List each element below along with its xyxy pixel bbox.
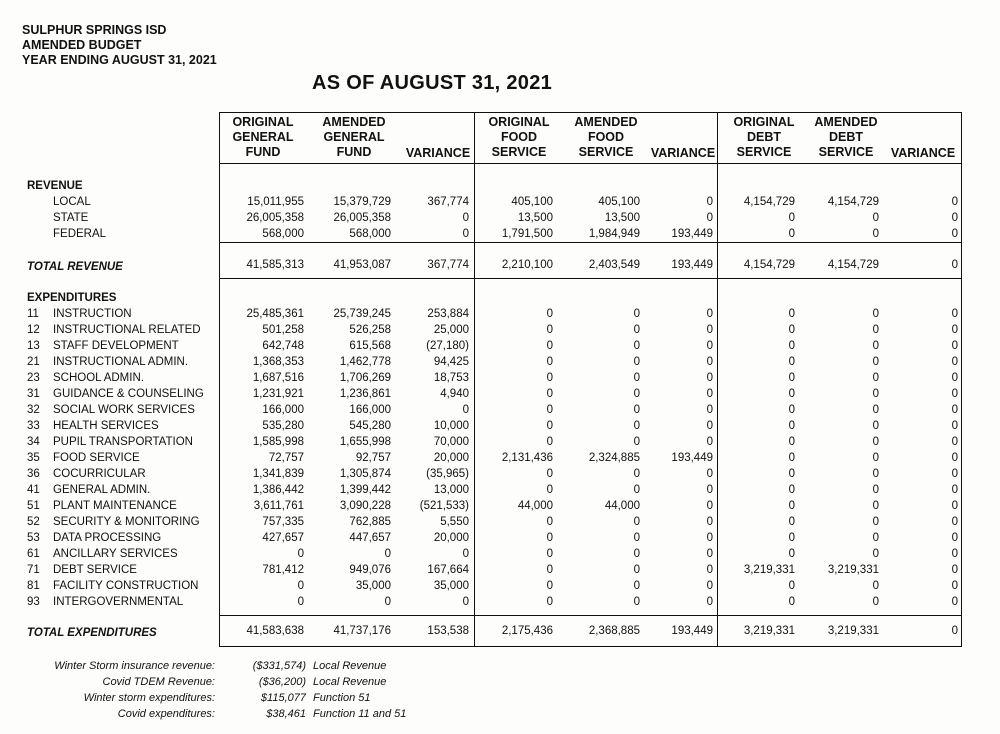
function-code: 52	[27, 516, 40, 528]
cell-amend-fs: 0	[633, 356, 640, 368]
cell-amend-fs: 0	[633, 516, 640, 528]
cell-var-fs: 0	[706, 436, 713, 448]
cell-amend-gf: 615,568	[349, 340, 391, 352]
cell-var-gf: 0	[462, 212, 469, 224]
expenditure-row-label: COCURRICULAR	[53, 468, 146, 480]
cell-orig-ds: 0	[788, 548, 795, 560]
cell-var-ds: 0	[951, 625, 958, 637]
cell-var-fs: 0	[706, 212, 713, 224]
col-header-amended-general-fund: AMENDED GENERAL FUND	[322, 115, 386, 159]
document-type: AMENDED BUDGET	[22, 38, 142, 52]
cell-amend-gf: 3,090,228	[339, 500, 391, 512]
expenditure-row-label: INSTRUCTIONAL ADMIN.	[53, 356, 189, 368]
function-code: 12	[27, 324, 40, 336]
cell-orig-gf: 26,005,358	[246, 212, 304, 224]
col-header-original-general-fund: ORIGINAL GENERAL FUND	[232, 115, 294, 159]
cell-var-fs: 0	[706, 388, 713, 400]
cell-amend-gf: 526,258	[349, 324, 391, 336]
cell-amend-ds: 0	[872, 516, 879, 528]
expenditure-row-label: SOCIAL WORK SERVICES	[53, 404, 195, 416]
cell-orig-fs: 0	[546, 468, 553, 480]
cell-var-ds: 0	[951, 340, 958, 352]
function-code: 32	[27, 404, 40, 416]
function-code: 81	[27, 580, 40, 592]
cell-amend-gf: 1,399,442	[339, 484, 391, 496]
note-label: Covid TDEM Revenue:	[102, 676, 215, 688]
expenditure-row-label: DATA PROCESSING	[53, 532, 162, 544]
cell-amend-fs: 0	[633, 532, 640, 544]
cell-amend-gf: 1,462,778	[339, 356, 391, 368]
function-code: 53	[27, 532, 40, 544]
cell-amend-ds: 0	[872, 420, 879, 432]
cell-var-ds: 0	[951, 452, 958, 464]
note-description: Local Revenue	[313, 660, 387, 672]
note-description: Function 11 and 51	[313, 708, 407, 720]
expenditure-row-label: PLANT MAINTENANCE	[53, 500, 177, 512]
cell-amend-fs: 2,324,885	[588, 452, 640, 464]
cell-amend-gf: 1,655,998	[339, 436, 391, 448]
cell-amend-gf: 26,005,358	[333, 212, 391, 224]
total-rule	[219, 278, 962, 279]
cell-amend-fs: 1,984,949	[588, 228, 640, 240]
note-amount: ($36,200)	[258, 676, 306, 688]
cell-amend-ds: 0	[872, 228, 879, 240]
cell-orig-gf: 41,583,638	[246, 625, 304, 637]
cell-amend-fs: 0	[633, 484, 640, 496]
cell-orig-gf: 0	[297, 580, 304, 592]
cell-orig-gf: 25,485,361	[246, 308, 304, 320]
cell-var-fs: 193,449	[671, 259, 713, 271]
cell-var-gf: (35,965)	[426, 468, 469, 480]
cell-var-fs: 0	[706, 564, 713, 576]
cell-orig-gf: 15,011,955	[247, 196, 304, 208]
cell-orig-ds: 0	[788, 436, 795, 448]
cell-var-gf: 0	[462, 228, 469, 240]
col-header-original-food-service: ORIGINAL FOOD SERVICE	[488, 115, 550, 159]
cell-amend-fs: 0	[633, 580, 640, 592]
cell-amend-gf: 25,739,245	[333, 308, 391, 320]
cell-var-gf: (521,533)	[419, 500, 469, 512]
function-code: 51	[27, 500, 40, 512]
cell-var-gf: 4,940	[440, 388, 469, 400]
cell-orig-fs: 0	[546, 532, 553, 544]
function-code: 93	[27, 596, 40, 608]
cell-orig-ds: 0	[788, 308, 795, 320]
cell-amend-ds: 0	[872, 436, 879, 448]
cell-var-fs: 0	[706, 420, 713, 432]
cell-var-ds: 0	[951, 196, 958, 208]
cell-amend-gf: 762,885	[349, 516, 391, 528]
cell-amend-ds: 0	[872, 212, 879, 224]
cell-var-fs: 0	[706, 372, 713, 384]
cell-var-gf: 367,774	[427, 259, 469, 271]
cell-orig-gf: 1,231,921	[252, 388, 304, 400]
cell-var-fs: 193,449	[671, 228, 713, 240]
cell-var-fs: 0	[706, 324, 713, 336]
cell-amend-ds: 0	[872, 468, 879, 480]
cell-var-fs: 0	[706, 308, 713, 320]
cell-var-ds: 0	[951, 500, 958, 512]
cell-amend-gf: 166,000	[349, 404, 391, 416]
cell-amend-gf: 447,657	[349, 532, 391, 544]
cell-orig-ds: 0	[788, 500, 795, 512]
cell-orig-gf: 1,386,442	[252, 484, 304, 496]
cell-var-ds: 0	[951, 596, 958, 608]
cell-orig-gf: 757,335	[262, 516, 304, 528]
cell-var-ds: 0	[951, 548, 958, 560]
cell-amend-ds: 0	[872, 356, 879, 368]
col-header-variance-food: VARIANCE	[650, 146, 716, 160]
cell-orig-fs: 0	[546, 564, 553, 576]
function-code: 61	[27, 548, 40, 560]
cell-amend-fs: 0	[633, 388, 640, 400]
cell-amend-fs: 0	[633, 404, 640, 416]
cell-var-gf: 0	[462, 596, 469, 608]
cell-amend-gf: 568,000	[349, 228, 391, 240]
cell-orig-fs: 44,000	[517, 500, 553, 512]
cell-orig-ds: 0	[788, 228, 795, 240]
cell-orig-ds: 0	[788, 580, 795, 592]
cell-orig-fs: 0	[546, 308, 553, 320]
cell-orig-ds: 0	[788, 388, 795, 400]
cell-var-fs: 0	[706, 356, 713, 368]
function-code: 33	[27, 420, 40, 432]
cell-amend-gf: 41,737,176	[333, 625, 391, 637]
col-header-amended-debt-service: AMENDED DEBT SERVICE	[814, 115, 878, 159]
cell-var-fs: 0	[706, 500, 713, 512]
cell-var-gf: 18,753	[433, 372, 469, 384]
cell-var-gf: 367,774	[427, 196, 469, 208]
cell-amend-ds: 0	[872, 484, 879, 496]
cell-var-ds: 0	[951, 324, 958, 336]
function-code: 13	[27, 340, 40, 352]
function-code: 34	[27, 436, 40, 448]
cell-amend-fs: 0	[633, 596, 640, 608]
cell-var-ds: 0	[951, 516, 958, 528]
cell-orig-fs: 0	[546, 404, 553, 416]
cell-var-ds: 0	[951, 259, 958, 271]
cell-orig-gf: 1,585,998	[252, 436, 304, 448]
cell-var-ds: 0	[951, 372, 958, 384]
cell-orig-ds: 0	[788, 340, 795, 352]
cell-amend-gf: 41,953,087	[333, 259, 391, 271]
cell-var-fs: 0	[706, 404, 713, 416]
cell-amend-ds: 3,219,331	[827, 564, 879, 576]
cell-var-ds: 0	[951, 484, 958, 496]
expenditure-row-label: FACILITY CONSTRUCTION	[53, 580, 199, 592]
cell-orig-gf: 0	[297, 596, 304, 608]
cell-amend-gf: 35,000	[355, 580, 391, 592]
cell-orig-fs: 405,100	[511, 196, 553, 208]
cell-orig-ds: 3,219,331	[743, 564, 795, 576]
cell-orig-fs: 1,791,500	[501, 228, 553, 240]
note-label: Winter Storm insurance revenue:	[54, 660, 215, 672]
cell-orig-gf: 0	[297, 548, 304, 560]
cell-amend-fs: 0	[633, 324, 640, 336]
cell-var-gf: 0	[462, 404, 469, 416]
revenue-heading: REVENUE	[27, 180, 83, 192]
total-revenue-label: TOTAL REVENUE	[27, 261, 123, 273]
cell-orig-gf: 3,611,761	[253, 500, 304, 512]
expenditure-row-label: HEALTH SERVICES	[53, 420, 159, 432]
total-expenditures-label: TOTAL EXPENDITURES	[27, 627, 157, 639]
cell-var-gf: 253,884	[427, 308, 469, 320]
cell-amend-fs: 2,368,885	[588, 625, 640, 637]
cell-var-fs: 0	[706, 516, 713, 528]
page-title: AS OF AUGUST 31, 2021	[312, 72, 553, 94]
cell-orig-ds: 0	[788, 420, 795, 432]
cell-var-gf: 153,538	[427, 625, 469, 637]
cell-var-ds: 0	[951, 212, 958, 224]
cell-var-ds: 0	[951, 356, 958, 368]
cell-orig-fs: 0	[546, 548, 553, 560]
cell-var-ds: 0	[951, 564, 958, 576]
expenditure-row-label: ANCILLARY SERVICES	[53, 548, 178, 560]
expenditure-row-label: SCHOOL ADMIN.	[53, 372, 144, 384]
expenditure-row-label: FOOD SERVICE	[53, 452, 140, 464]
cell-var-gf: 10,000	[433, 420, 469, 432]
cell-orig-gf: 1,687,516	[252, 372, 304, 384]
cell-amend-ds: 0	[872, 532, 879, 544]
cell-orig-gf: 642,748	[262, 340, 304, 352]
cell-var-gf: 20,000	[433, 452, 469, 464]
cell-orig-fs: 2,131,436	[501, 452, 553, 464]
food-service-block	[474, 112, 718, 647]
cell-amend-fs: 0	[633, 372, 640, 384]
cell-orig-fs: 0	[546, 372, 553, 384]
cell-amend-ds: 0	[872, 500, 879, 512]
cell-orig-fs: 0	[546, 420, 553, 432]
cell-var-fs: 0	[706, 340, 713, 352]
total-rule	[219, 615, 962, 616]
cell-var-ds: 0	[951, 436, 958, 448]
cell-var-fs: 0	[706, 596, 713, 608]
function-code: 23	[27, 372, 40, 384]
cell-orig-gf: 1,368,353	[252, 356, 304, 368]
cell-orig-gf: 535,280	[262, 420, 304, 432]
cell-amend-gf: 1,305,874	[339, 468, 391, 480]
cell-orig-gf: 568,000	[262, 228, 304, 240]
cell-orig-fs: 0	[546, 356, 553, 368]
cell-amend-fs: 0	[633, 548, 640, 560]
note-label: Winter storm expenditures:	[83, 692, 215, 704]
cell-orig-gf: 41,585,313	[246, 259, 304, 271]
cell-amend-fs: 0	[633, 340, 640, 352]
cell-orig-fs: 2,175,436	[501, 625, 553, 637]
cell-amend-gf: 92,757	[355, 452, 391, 464]
cell-amend-ds: 0	[872, 372, 879, 384]
expenditure-row-label: STAFF DEVELOPMENT	[53, 340, 179, 352]
expenditure-row-label: PUPIL TRANSPORTATION	[53, 436, 193, 448]
cell-var-ds: 0	[951, 420, 958, 432]
expenditure-row-label: GUIDANCE & COUNSELING	[53, 388, 204, 400]
expenditure-row-label: GENERAL ADMIN.	[53, 484, 151, 496]
cell-orig-ds: 0	[788, 452, 795, 464]
cell-amend-ds: 4,154,729	[827, 196, 879, 208]
col-header-variance-debt: VARIANCE	[890, 146, 956, 160]
cell-orig-ds: 3,219,331	[743, 625, 795, 637]
total-rule	[219, 242, 962, 243]
cell-amend-ds: 0	[872, 340, 879, 352]
cell-amend-gf: 1,236,861	[339, 388, 391, 400]
expenditure-row-label: INSTRUCTIONAL RELATED	[53, 324, 201, 336]
function-code: 71	[27, 564, 40, 576]
cell-amend-ds: 0	[872, 580, 879, 592]
col-header-original-debt-service: ORIGINAL DEBT SERVICE	[733, 115, 795, 159]
function-code: 35	[27, 452, 40, 464]
cell-orig-fs: 0	[546, 596, 553, 608]
cell-orig-gf: 427,657	[262, 532, 304, 544]
cell-orig-ds: 0	[788, 404, 795, 416]
expenditure-row-label: INSTRUCTION	[53, 308, 132, 320]
cell-var-fs: 0	[706, 468, 713, 480]
revenue-row-label: LOCAL	[53, 196, 91, 208]
report-header	[22, 23, 217, 68]
cell-amend-gf: 0	[384, 596, 391, 608]
cell-var-fs: 0	[706, 548, 713, 560]
cell-amend-ds: 0	[872, 596, 879, 608]
function-code: 31	[27, 388, 40, 400]
col-header-amended-food-service: AMENDED FOOD SERVICE	[574, 115, 638, 159]
cell-amend-ds: 0	[872, 452, 879, 464]
cell-var-ds: 0	[951, 580, 958, 592]
cell-var-ds: 0	[951, 468, 958, 480]
cell-orig-ds: 0	[788, 484, 795, 496]
col-header-variance-general: VARIANCE	[405, 146, 471, 160]
cell-amend-fs: 0	[633, 564, 640, 576]
cell-orig-ds: 0	[788, 324, 795, 336]
cell-var-ds: 0	[951, 404, 958, 416]
cell-orig-ds: 0	[788, 372, 795, 384]
cell-amend-ds: 0	[872, 324, 879, 336]
cell-amend-gf: 1,706,269	[339, 372, 391, 384]
cell-var-ds: 0	[951, 228, 958, 240]
cell-var-fs: 193,449	[671, 625, 713, 637]
cell-orig-fs: 0	[546, 324, 553, 336]
function-code: 11	[27, 308, 39, 320]
cell-var-gf: 35,000	[433, 580, 469, 592]
note-amount: $115,077	[260, 692, 306, 704]
expenditure-row-label: DEBT SERVICE	[53, 564, 137, 576]
function-code: 36	[27, 468, 40, 480]
cell-var-gf: 13,000	[433, 484, 469, 496]
cell-orig-fs: 0	[546, 580, 553, 592]
cell-orig-gf: 501,258	[262, 324, 304, 336]
cell-orig-ds: 4,154,729	[743, 259, 795, 271]
cell-orig-fs: 2,210,100	[501, 259, 553, 271]
cell-orig-ds: 0	[788, 468, 795, 480]
note-label: Covid expenditures:	[117, 708, 215, 720]
cell-amend-ds: 0	[872, 388, 879, 400]
cell-amend-ds: 0	[872, 308, 879, 320]
cell-var-fs: 0	[706, 580, 713, 592]
cell-var-gf: 5,550	[440, 516, 469, 528]
note-description: Function 51	[313, 692, 371, 704]
cell-orig-gf: 72,757	[268, 452, 304, 464]
cell-amend-fs: 0	[633, 420, 640, 432]
cell-amend-fs: 0	[633, 436, 640, 448]
cell-orig-fs: 0	[546, 388, 553, 400]
cell-var-gf: 0	[462, 548, 469, 560]
cell-orig-ds: 0	[788, 356, 795, 368]
note-description: Local Revenue	[313, 676, 387, 688]
cell-orig-fs: 13,500	[517, 212, 553, 224]
cell-orig-fs: 0	[546, 516, 553, 528]
cell-var-gf: 167,664	[427, 564, 469, 576]
cell-var-gf: 25,000	[433, 324, 469, 336]
function-code: 41	[27, 484, 40, 496]
cell-orig-fs: 0	[546, 340, 553, 352]
cell-amend-gf: 15,379,729	[333, 196, 391, 208]
cell-orig-fs: 0	[546, 484, 553, 496]
cell-amend-gf: 545,280	[349, 420, 391, 432]
cell-var-fs: 0	[706, 196, 713, 208]
note-amount: ($331,574)	[252, 660, 306, 672]
cell-var-ds: 0	[951, 308, 958, 320]
cell-var-fs: 0	[706, 484, 713, 496]
expenditure-row-label: SECURITY & MONITORING	[53, 516, 200, 528]
revenue-row-label: STATE	[53, 212, 89, 224]
cell-orig-gf: 166,000	[262, 404, 304, 416]
cell-var-ds: 0	[951, 532, 958, 544]
cell-amend-fs: 13,500	[604, 212, 640, 224]
note-amount: $38,461	[266, 708, 306, 720]
cell-amend-ds: 4,154,729	[827, 259, 879, 271]
cell-orig-ds: 0	[788, 596, 795, 608]
cell-amend-fs: 0	[633, 308, 640, 320]
function-code: 21	[27, 356, 40, 368]
cell-amend-gf: 0	[384, 548, 391, 560]
cell-amend-fs: 0	[633, 468, 640, 480]
cell-var-gf: (27,180)	[426, 340, 469, 352]
cell-var-fs: 193,449	[671, 452, 713, 464]
cell-orig-gf: 1,341,839	[252, 468, 304, 480]
cell-orig-fs: 0	[546, 436, 553, 448]
revenue-row-label: FEDERAL	[53, 228, 107, 240]
expenditures-heading: EXPENDITURES	[27, 292, 117, 304]
cell-orig-ds: 0	[788, 516, 795, 528]
cell-orig-ds: 4,154,729	[743, 196, 795, 208]
district-name: SULPHUR SPRINGS ISD	[22, 23, 167, 37]
cell-amend-ds: 0	[872, 404, 879, 416]
cell-var-gf: 20,000	[433, 532, 469, 544]
cell-orig-ds: 0	[788, 532, 795, 544]
expenditure-row-label: INTERGOVERNMENTAL	[53, 596, 184, 608]
cell-var-ds: 0	[951, 388, 958, 400]
cell-orig-gf: 781,412	[262, 564, 304, 576]
cell-amend-fs: 44,000	[604, 500, 640, 512]
cell-amend-fs: 405,100	[598, 196, 640, 208]
fiscal-period: YEAR ENDING AUGUST 31, 2021	[22, 53, 217, 67]
cell-amend-fs: 2,403,549	[588, 259, 640, 271]
header-rule	[219, 163, 962, 164]
cell-orig-ds: 0	[788, 212, 795, 224]
cell-var-gf: 94,425	[433, 356, 469, 368]
cell-var-gf: 70,000	[433, 436, 469, 448]
cell-var-fs: 0	[706, 532, 713, 544]
cell-amend-ds: 0	[872, 548, 879, 560]
cell-amend-ds: 3,219,331	[827, 625, 879, 637]
cell-amend-gf: 949,076	[349, 564, 391, 576]
